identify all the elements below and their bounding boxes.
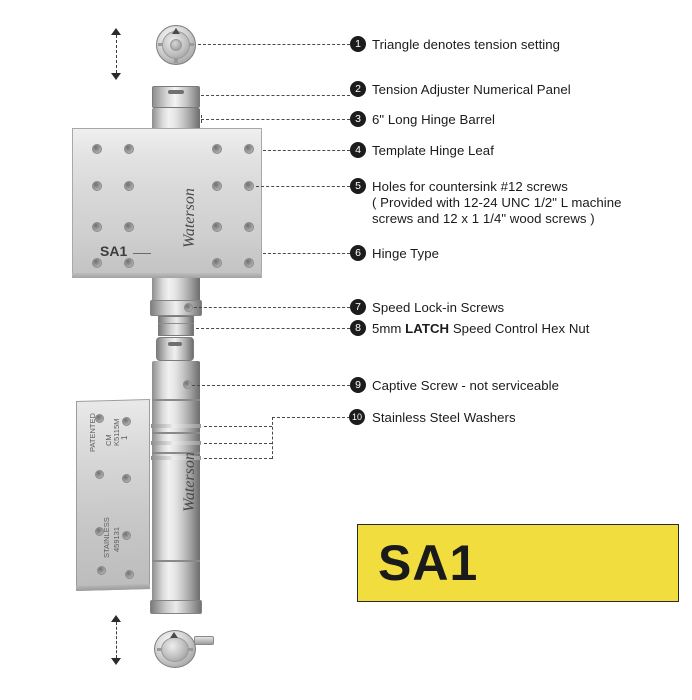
countersink-hole [124, 222, 134, 232]
cap-notch [189, 43, 194, 46]
leader-line-6 [133, 253, 151, 254]
countersink-hole [122, 531, 131, 540]
latch-speed-control-hex-nut [158, 316, 194, 336]
leader-line-10b [204, 443, 272, 444]
leader-line-1 [198, 44, 350, 45]
countersink-hole [122, 417, 131, 426]
lower-barrel-bottom-collar [150, 600, 202, 614]
leaf-bottom-edge [76, 584, 150, 591]
callout-bullet-10: 10 [349, 409, 365, 425]
leader-line-9 [192, 385, 350, 386]
captive-screw [183, 380, 192, 389]
callout-bullet-7: 7 [350, 299, 366, 315]
plate-marking-patented: PATENTED [88, 413, 97, 452]
product-code-badge [357, 524, 679, 602]
callout-label-1: Triangle denotes tension setting [372, 37, 561, 52]
callout-label-7: Speed Lock-in Screws [372, 300, 505, 315]
countersink-hole [124, 258, 134, 268]
countersink-hole [97, 566, 106, 575]
leader-line-7 [194, 307, 350, 308]
plate-marking-k5115m: K5115M [112, 418, 121, 446]
countersink-hole [95, 470, 104, 479]
plate-marking-stainless: STAINLESS [102, 517, 111, 558]
bottom-cap-notch [157, 648, 162, 651]
leader-line-4 [263, 150, 350, 151]
callout-bullet-4: 4 [350, 142, 366, 158]
countersink-hole [125, 570, 134, 579]
barrel-segment-line [152, 560, 200, 562]
leader-bracket-10 [272, 417, 273, 459]
callout-bullet-6: 6 [350, 245, 366, 261]
leader-line-3 [201, 119, 350, 120]
triangle-mark-bottom [170, 632, 178, 638]
height-arrow-up-top [111, 28, 121, 35]
callout-label-10: Stainless Steel Washers [372, 410, 516, 425]
callout-label-9: Captive Screw - not serviceable [372, 378, 559, 393]
countersink-hole [212, 258, 222, 268]
tension-setting-cap-ring-inner [170, 39, 182, 51]
callout-8-bold: LATCH [405, 321, 450, 336]
leaf-edge-shadow-top [72, 273, 262, 278]
callout-bullet-9: 9 [350, 377, 366, 393]
leader-line-10d [272, 417, 350, 418]
countersink-hole [124, 181, 134, 191]
countersink-hole [212, 144, 222, 154]
height-arrow-down-top [111, 73, 121, 80]
callout-8-prefix: 5mm [372, 321, 406, 336]
callout-bullet-5: 5 [350, 178, 366, 194]
plate-marking-digit: 1 [120, 435, 129, 440]
callout-label-6: Hinge Type [372, 246, 439, 261]
cap-notch [174, 58, 178, 63]
barrel-bottom-collar-top-unit [150, 300, 202, 316]
countersink-hole [122, 474, 131, 483]
barrel-segment-line [152, 399, 200, 401]
leader-line-6b [263, 253, 350, 254]
bottom-end-cap-ring [161, 637, 189, 662]
lower-cap-slot [168, 342, 182, 346]
product-code-badge-label: SA1 [378, 535, 479, 591]
countersink-hole [244, 181, 254, 191]
stainless-steel-washer [151, 424, 201, 428]
height-arrow-down-bottom [111, 658, 121, 665]
stainless-steel-washer [151, 441, 201, 445]
callout-label-3: 6" Long Hinge Barrel [372, 112, 495, 127]
plate-marking-459131: 459131 [112, 526, 121, 552]
countersink-hole [92, 258, 102, 268]
bottom-end-cap-stem [194, 636, 214, 645]
callout-label-8 [372, 321, 590, 337]
countersink-hole [92, 181, 102, 191]
leader-tick-3 [201, 115, 202, 123]
height-arrow-line-top [116, 35, 117, 73]
brand-logo-top: Waterson [181, 188, 198, 248]
callout-label-5: Holes for countersink #12 screws [372, 179, 568, 194]
plate-marking-cm: CM [104, 434, 113, 446]
leader-line-10c [204, 458, 272, 459]
hinge-type-mark: SA1 [100, 243, 128, 259]
leader-line-5 [256, 186, 350, 187]
brand-logo-bottom: Waterson [181, 452, 198, 512]
callout-label-5-detail-line2: screws and 12 x 1 1/4" wood screws ) [372, 211, 595, 226]
height-arrow-line-bottom [116, 622, 117, 658]
countersink-hole [244, 144, 254, 154]
callout-label-4: Template Hinge Leaf [372, 143, 494, 158]
callout-label-5-detail-line1: ( Provided with 12-24 UNC 1/2" L machine [372, 195, 622, 210]
leader-line-8 [196, 328, 350, 329]
leader-line-10a [204, 426, 272, 427]
callout-bullet-8: 8 [350, 320, 366, 336]
callout-bullet-2: 2 [350, 81, 366, 97]
countersink-hole [244, 258, 254, 268]
countersink-hole [212, 181, 222, 191]
barrel-segment-line [152, 432, 200, 434]
lower-barrel-top-cap [156, 337, 194, 361]
tension-adjuster-panel-slot [168, 90, 184, 94]
callout-bullet-1: 1 [350, 36, 366, 52]
bottom-cap-notch [188, 648, 193, 651]
hex-nut-facet-line [158, 323, 194, 324]
callout-bullet-3: 3 [350, 111, 366, 127]
height-arrow-up-bottom [111, 615, 121, 622]
triangle-mark-top [172, 28, 180, 34]
countersink-hole [124, 144, 134, 154]
speed-lock-in-screw-top [184, 303, 193, 312]
countersink-hole [244, 222, 254, 232]
leader-line-2 [201, 95, 350, 96]
cap-notch [158, 43, 163, 46]
countersink-hole [92, 144, 102, 154]
callout-8-suffix: Speed Control Hex Nut [449, 321, 590, 336]
countersink-hole [92, 222, 102, 232]
countersink-hole [212, 222, 222, 232]
callout-label-2: Tension Adjuster Numerical Panel [372, 82, 571, 97]
